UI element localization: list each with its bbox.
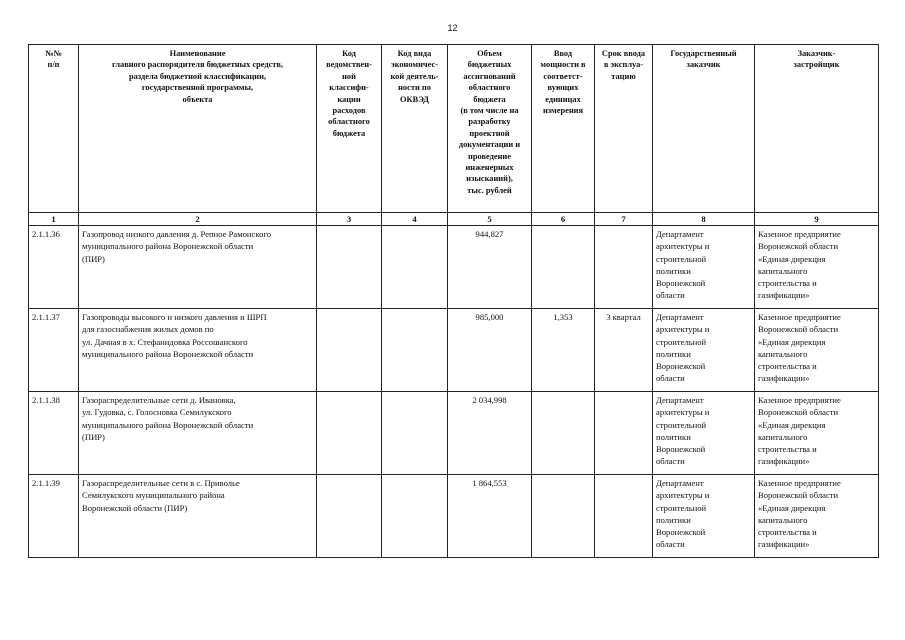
header-okved: Код вида экономичес- кой деятель- ности по ОКВЭД — [382, 45, 448, 213]
table-row — [29, 392, 879, 475]
column-number: 5 — [448, 213, 532, 226]
object-name: Газопроводы высокого и низкого давления и ШРП для газоснабжения жилых домов по ул. Дачная в х. Стефанидовка Россошанского муниципального района Воронежской области — [79, 309, 317, 392]
header-customer: Государственный заказчик — [653, 45, 755, 213]
capacity-cell — [532, 392, 595, 475]
volume-cell: 2 034,998 — [448, 392, 532, 475]
code-dept-cell — [317, 226, 382, 309]
okved-cell — [382, 309, 448, 392]
developer-cell: Казенное предприятие Воронежской области «Единая дирекция капитального строительства и газификации» — [755, 226, 879, 309]
capacity-cell — [532, 226, 595, 309]
header-term: Срок ввода в эксплуа- тацию — [595, 45, 653, 213]
customer-cell: Департамент архитектуры и строительной политики Воронежской области — [653, 309, 755, 392]
table-row — [29, 475, 879, 558]
row-number: 2.1.1.38 — [29, 392, 79, 475]
capacity-cell: 1,353 — [532, 309, 595, 392]
column-number: 8 — [653, 213, 755, 226]
header-num: №№ п/п — [29, 45, 79, 213]
header-volume: Объем бюджетных ассигнований областного бюджета (в том числе на разработку проектной документации и проведение инженерных изысканий), тыс. рублей — [448, 45, 532, 213]
volume-cell: 985,000 — [448, 309, 532, 392]
volume-cell: 1 864,553 — [448, 475, 532, 558]
developer-cell: Казенное предприятие Воронежской области «Единая дирекция капитального строительства и газификации» — [755, 392, 879, 475]
table-row — [29, 226, 879, 309]
term-cell — [595, 392, 653, 475]
term-cell: 3 квартал — [595, 309, 653, 392]
object-name: Газопровод низкого давления д. Репное Рамонского муниципального района Воронежской области (ПИР) — [79, 226, 317, 309]
object-name: Газораспределительные сети д. Ивановка, ул. Гудовка, с. Голосновка Семилукского муниципального района Воронежской области (ПИР) — [79, 392, 317, 475]
header-capacity: Ввод мощности в соответст- вующих единицах измерения — [532, 45, 595, 213]
row-number: 2.1.1.36 — [29, 226, 79, 309]
column-number: 4 — [382, 213, 448, 226]
term-cell — [595, 226, 653, 309]
header-code-dept: Код ведомствен- ной классифи- кации расходов областного бюджета — [317, 45, 382, 213]
header-name: Наименование главного распорядителя бюджетных средств, раздела бюджетной классификации, государственной программы, объекта — [79, 45, 317, 213]
column-number: 2 — [79, 213, 317, 226]
okved-cell — [382, 226, 448, 309]
capacity-cell — [532, 475, 595, 558]
developer-cell: Казенное предприятие Воронежской области «Единая дирекция капитального строительства и газификации» — [755, 475, 879, 558]
header-developer: Заказчик- застройщик — [755, 45, 879, 213]
column-number: 9 — [755, 213, 879, 226]
customer-cell: Департамент архитектуры и строительной политики Воронежской области — [653, 226, 755, 309]
row-number: 2.1.1.39 — [29, 475, 79, 558]
okved-cell — [382, 392, 448, 475]
object-name: Газораспределительные сети в с. Приволье Семилукского муниципального района Воронежской области (ПИР) — [79, 475, 317, 558]
code-dept-cell — [317, 309, 382, 392]
developer-cell: Казенное предприятие Воронежской области «Единая дирекция капитального строительства и газификации» — [755, 309, 879, 392]
row-number: 2.1.1.37 — [29, 309, 79, 392]
volume-cell: 944,827 — [448, 226, 532, 309]
column-number: 3 — [317, 213, 382, 226]
column-number: 7 — [595, 213, 653, 226]
code-dept-cell — [317, 475, 382, 558]
page-number: 12 — [447, 23, 458, 33]
table-header-row — [29, 45, 879, 213]
table-row — [29, 309, 879, 392]
code-dept-cell — [317, 392, 382, 475]
okved-cell — [382, 475, 448, 558]
column-number: 1 — [29, 213, 79, 226]
column-numbers-row — [29, 213, 879, 226]
investment-objects-table — [28, 44, 879, 558]
term-cell — [595, 475, 653, 558]
column-number: 6 — [532, 213, 595, 226]
customer-cell: Департамент архитектуры и строительной политики Воронежской области — [653, 475, 755, 558]
customer-cell: Департамент архитектуры и строительной политики Воронежской области — [653, 392, 755, 475]
